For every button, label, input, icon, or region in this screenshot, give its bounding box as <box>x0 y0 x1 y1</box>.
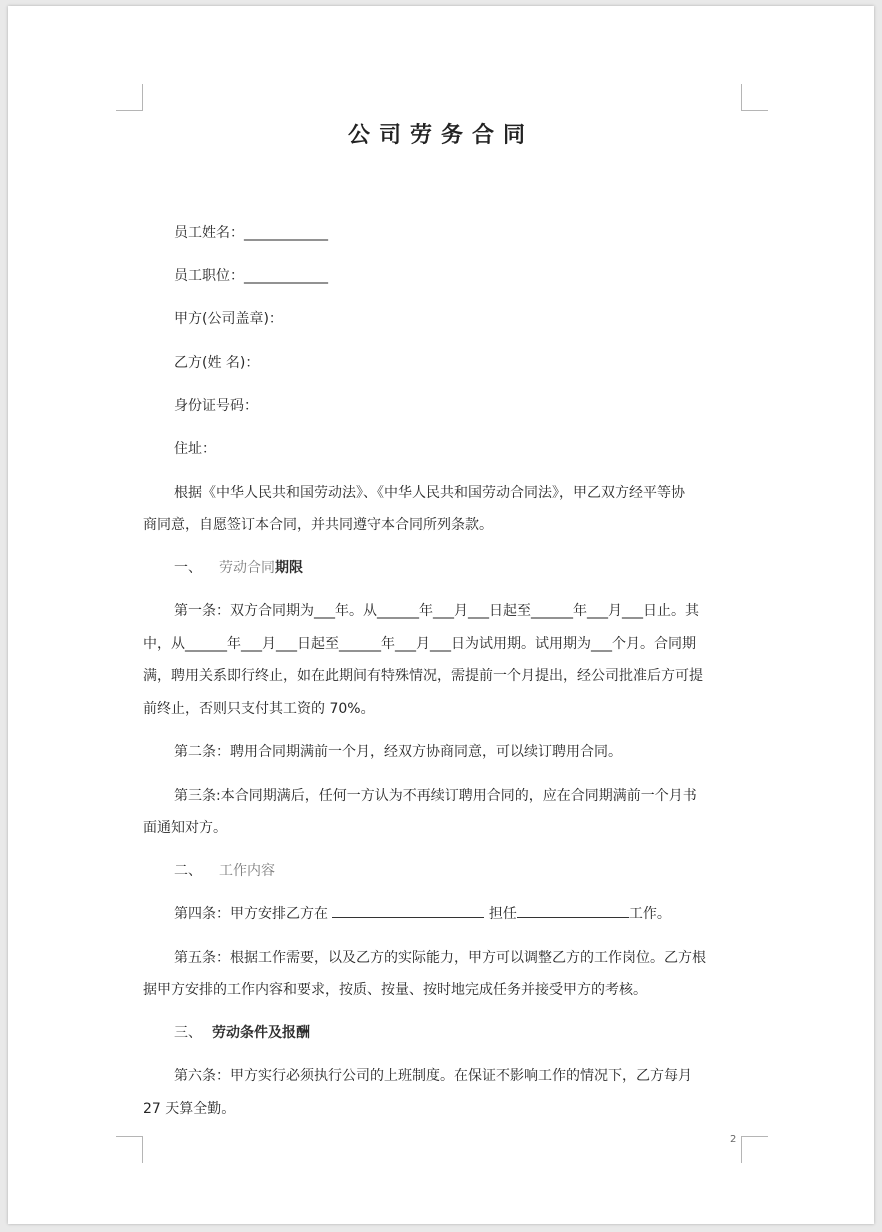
article-2: 第二条：聘用合同期满前一个月，经双方协商同意，可以续订聘用合同。 <box>174 744 622 760</box>
article-3-line: 第三条:本合同期满后，任何一方认为不再续订聘用合同的，应在合同期满前一个月书 <box>174 788 697 804</box>
article-1-line: 中，从______年___月___日起至______年___月___日为试用期。试用期为___个月。合同期 <box>143 636 696 652</box>
section-number: 三、 <box>174 1025 202 1041</box>
page-number: 2 <box>730 1134 737 1145</box>
article-4-mid: 担任 <box>484 906 517 922</box>
margin-corner-bottom-right <box>741 1136 768 1163</box>
document-title: 公司劳务合同 <box>347 123 534 148</box>
margin-corner-bottom-left <box>116 1136 143 1163</box>
field-employee-position: 员工职位：____________ <box>174 268 328 284</box>
article-1-line: 前终止，否则只支付其工资的 70%。 <box>143 701 375 717</box>
document-page <box>8 6 874 1224</box>
section-heading-3 <box>174 1022 310 1042</box>
field-party-a: 甲方(公司盖章)： <box>174 311 283 327</box>
field-party-b: 乙方(姓 名)： <box>174 355 260 371</box>
article-4-post: 工作。 <box>628 906 671 922</box>
section-number: 一、 <box>174 560 202 576</box>
section-title-bold: 期限 <box>275 560 303 576</box>
article-1-line: 第一条：双方合同期为___年。从______年___月___日起至______年___月___日止。其 <box>174 603 699 619</box>
section-title: 工作内容 <box>219 863 275 879</box>
article-6-line: 27 天算全勤。 <box>143 1101 236 1117</box>
article-4 <box>174 903 671 923</box>
field-employee-name: 员工姓名：____________ <box>174 225 328 241</box>
margin-corner-top-left <box>116 84 143 111</box>
article-5-line: 第五条：根据工作需要，以及乙方的实际能力，甲方可以调整乙方的工作岗位。乙方根 <box>174 950 706 966</box>
section-number: 二、 <box>174 863 202 879</box>
blank-position <box>517 903 629 918</box>
article-3-line: 面通知对方。 <box>143 820 227 836</box>
article-1-line: 满，聘用关系即行终止，如在此期间有特殊情况，需提前一个月提出，经公司批准后方可提 <box>143 668 703 684</box>
preamble-line: 根据《中华人民共和国劳动法》、《中华人民共和国劳动合同法》，甲乙双方经平等协 <box>174 485 685 501</box>
field-id-number: 身份证号码： <box>174 398 258 414</box>
blank-location <box>332 903 484 918</box>
article-4-pre: 第四条：甲方安排乙方在 <box>174 906 333 922</box>
article-5-line: 据甲方安排的工作内容和要求，按质、按量、按时地完成任务并接受甲方的考核。 <box>143 982 647 998</box>
article-6-line: 第六条：甲方实行必须执行公司的上班制度。在保证不影响工作的情况下，乙方每月 <box>174 1068 692 1084</box>
section-heading-1 <box>174 557 303 577</box>
section-title: 劳动条件及报酬 <box>212 1025 310 1041</box>
section-title-light: 劳动合同 <box>219 560 275 576</box>
preamble-line: 商同意，自愿签订本合同，并共同遵守本合同所列条款。 <box>143 517 493 533</box>
field-address: 住址： <box>174 441 216 457</box>
margin-corner-top-right <box>741 84 768 111</box>
section-heading-2 <box>174 860 275 880</box>
